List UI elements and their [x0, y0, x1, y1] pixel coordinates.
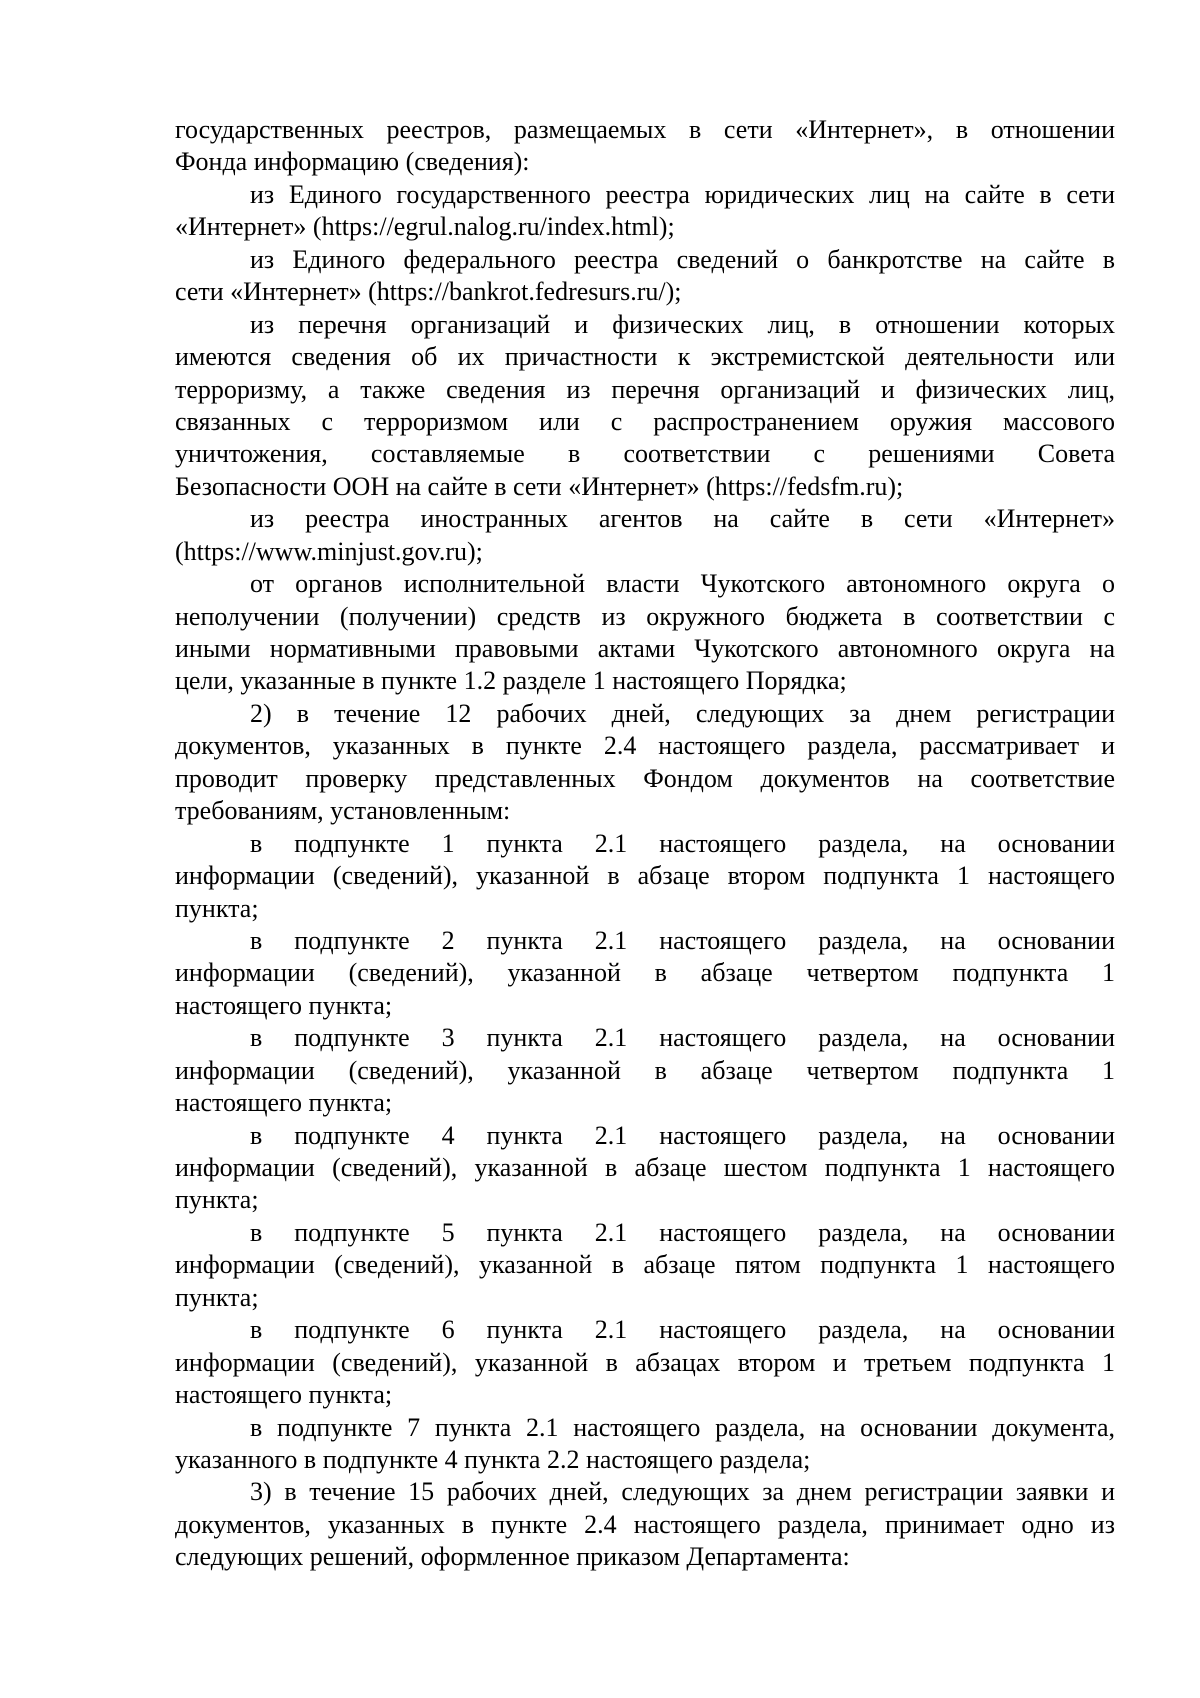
text-line: информации (сведений), указанной в абзаце четвертом подпункта 1 — [175, 1055, 1115, 1085]
text-line: из Единого государственного реестра юридических лиц на сайте в сети — [250, 179, 1115, 209]
text-line: информации (сведений), указанной в абзаце шестом подпункта 1 настоящего — [175, 1153, 1115, 1182]
text-line: имеются сведения об их причастности к экстремистской деятельности или — [175, 342, 1115, 372]
text-line: государственных реестров, размещаемых в сети «Интернет», в отношении — [175, 115, 1115, 144]
text-line: пункта; — [175, 1185, 259, 1215]
text-line: в подпункте 3 пункта 2.1 настоящего раздела, на основании — [250, 1023, 1115, 1053]
text-line: в подпункте 6 пункта 2.1 настоящего раздела, на основании — [250, 1315, 1115, 1345]
text-line: требованиям, установленным: — [175, 796, 511, 826]
text-line: информации (сведений), указанной в абзацах втором и третьем подпункта 1 — [175, 1347, 1115, 1377]
text-line: информации (сведений), указанной в абзаце втором подпункта 1 настоящего — [175, 861, 1115, 891]
text-line: из Единого федерального реестра сведений о банкротстве на сайте в — [250, 244, 1115, 274]
text-line: из реестра иностранных агентов на сайте в сети «Интернет» — [250, 504, 1115, 534]
text-line: Фонда информацию (сведения): — [175, 147, 530, 177]
text-line: уничтожения, составляемые в соответствии с решениями Совета — [175, 439, 1115, 469]
text-line: в подпункте 7 пункта 2.1 настоящего раздела, на основании документа, — [250, 1412, 1115, 1442]
text-line: документов, указанных в пункте 2.4 настоящего раздела, рассматривает и — [175, 731, 1115, 761]
text-line: 3) в течение 15 рабочих дней, следующих за днем регистрации заявки и — [250, 1477, 1115, 1507]
text-line: цели, указанные в пункте 1.2 разделе 1 настоящего Порядка; — [175, 666, 847, 696]
text-line: в подпункте 2 пункта 2.1 настоящего раздела, на основании — [250, 925, 1115, 955]
text-line: 2) в течение 12 рабочих дней, следующих за днем регистрации — [250, 698, 1115, 728]
text-line: в подпункте 1 пункта 2.1 настоящего раздела, на основании — [250, 828, 1115, 858]
document-body — [175, 114, 1115, 1574]
text-line: указанного в подпункте 4 пункта 2.2 настоящего раздела; — [175, 1444, 811, 1474]
text-line: информации (сведений), указанной в абзаце четвертом подпункта 1 — [175, 958, 1115, 988]
text-line: настоящего пункта; — [175, 1380, 393, 1410]
text-line: следующих решений, оформленное приказом Департамента: — [175, 1542, 850, 1572]
text-line: документов, указанных в пункте 2.4 настоящего раздела, принимает одно из — [175, 1509, 1115, 1539]
text-line: неполучении (получении) средств из окружного бюджета в соответствии с — [175, 601, 1115, 631]
text-line: настоящего пункта; — [175, 990, 393, 1020]
text-line: сети «Интернет» (https://bankrot.fedresurs.ru/); — [175, 277, 682, 307]
text-line: проводит проверку представленных Фондом документов на соответствие — [175, 763, 1115, 793]
text-line: из перечня организаций и физических лиц, в отношении которых — [250, 309, 1115, 339]
text-line: настоящего пункта; — [175, 1088, 393, 1118]
text-line: в подпункте 5 пункта 2.1 настоящего раздела, на основании — [250, 1217, 1115, 1247]
text-line: «Интернет» (https://egrul.nalog.ru/index.html); — [175, 212, 675, 242]
text-line: пункта; — [175, 1282, 259, 1312]
text-line: от органов исполнительной власти Чукотского автономного округа о — [250, 569, 1115, 599]
text-line: (https://www.minjust.gov.ru); — [175, 536, 483, 566]
text-line: пункта; — [175, 893, 259, 923]
text-line: Безопасности ООН на сайте в сети «Интернет» (https://fedsfm.ru); — [175, 471, 904, 501]
text-line: в подпункте 4 пункта 2.1 настоящего раздела, на основании — [250, 1120, 1115, 1150]
text-line: иными нормативными правовыми актами Чукотского автономного округа на — [175, 634, 1115, 663]
text-line: информации (сведений), указанной в абзаце пятом подпункта 1 настоящего — [175, 1250, 1115, 1280]
text-line: связанных с терроризмом или с распространением оружия массового — [175, 406, 1115, 436]
text-line: терроризму, а также сведения из перечня организаций и физических лиц, — [175, 374, 1115, 404]
